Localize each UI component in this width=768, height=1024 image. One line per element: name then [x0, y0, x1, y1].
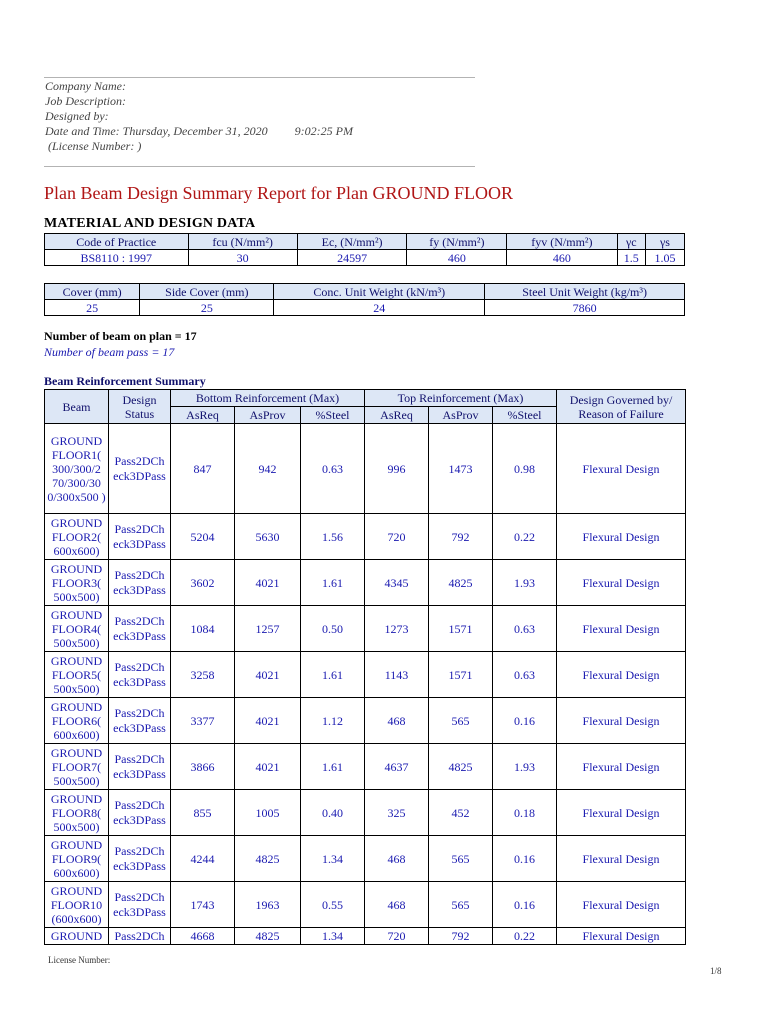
cell-governed: Flexural Design [557, 836, 686, 882]
cell-status: Pass2DCh eck3DPass [109, 560, 171, 606]
col-status: Design Status [109, 390, 171, 424]
table-row [45, 606, 686, 652]
cell-t-asreq: 1143 [365, 652, 429, 698]
cell-t-asprov: 4825 [429, 560, 493, 606]
cell-b-asreq: 1743 [171, 882, 235, 928]
cover-header-0: Cover (mm) [45, 284, 140, 300]
cell-status: Pass2DCh eck3DPass [109, 606, 171, 652]
material-header-4: fyv (N/mm²) [507, 234, 617, 250]
cell-b-steel: 1.61 [301, 652, 365, 698]
cell-b-steel: 1.12 [301, 698, 365, 744]
cell-beam: GROUND FLOOR7( 500x500) [45, 744, 109, 790]
cell-b-asprov: 4021 [235, 560, 301, 606]
cell-t-asreq: 720 [365, 928, 429, 945]
cell-b-asprov: 1005 [235, 790, 301, 836]
cell-t-steel: 0.16 [493, 836, 557, 882]
company-name: Company Name: [45, 79, 126, 93]
cover-table [44, 283, 685, 316]
cell-b-steel: 1.34 [301, 928, 365, 945]
cell-b-steel: 1.61 [301, 744, 365, 790]
cell-status: Pass2DCh eck3DPass [109, 514, 171, 560]
col-governed: Design Governed by/ Reason of Failure [557, 390, 686, 424]
cell-b-asreq: 4668 [171, 928, 235, 945]
cell-b-asprov: 4825 [235, 928, 301, 945]
table-row [45, 928, 686, 945]
cell-beam: GROUND FLOOR1( 300/300/2 70/300/30 0/300x500 ) [45, 424, 109, 514]
cell-t-steel: 0.98 [493, 424, 557, 514]
cover-cell-0: 25 [45, 300, 140, 316]
cell-b-asreq: 5204 [171, 514, 235, 560]
table-row [45, 560, 686, 606]
cell-b-steel: 1.56 [301, 514, 365, 560]
cell-b-asprov: 942 [235, 424, 301, 514]
cell-t-asreq: 1273 [365, 606, 429, 652]
cell-t-steel: 0.16 [493, 882, 557, 928]
cell-t-steel: 0.63 [493, 652, 557, 698]
cover-cell-2: 24 [274, 300, 485, 316]
cell-t-asprov: 565 [429, 882, 493, 928]
cell-beam: GROUND FLOOR2( 600x600) [45, 514, 109, 560]
cell-beam: GROUND FLOOR4( 500x500) [45, 606, 109, 652]
cell-t-steel: 0.16 [493, 698, 557, 744]
license-number: (License Number: ) [45, 139, 142, 153]
material-cell-0: BS8110 : 1997 [45, 250, 189, 266]
cell-t-steel: 0.22 [493, 928, 557, 945]
cell-beam: GROUND FLOOR6( 600x600) [45, 698, 109, 744]
cover-header-row [45, 284, 685, 300]
cell-t-asprov: 1473 [429, 424, 493, 514]
table-row [45, 744, 686, 790]
cell-beam: GROUND FLOOR9( 600x600) [45, 836, 109, 882]
cell-b-asprov: 1257 [235, 606, 301, 652]
material-data-row [45, 250, 685, 266]
col-bottom-group: Bottom Reinforcement (Max) [171, 390, 365, 407]
cell-b-asreq: 4244 [171, 836, 235, 882]
cell-status: Pass2DCh eck3DPass [109, 424, 171, 514]
beam-summary-table [44, 389, 686, 945]
col-top-steel: %Steel [493, 407, 557, 424]
cell-t-asprov: 792 [429, 928, 493, 945]
cell-governed: Flexural Design [557, 928, 686, 945]
table-row [45, 514, 686, 560]
cell-b-steel: 1.61 [301, 560, 365, 606]
cell-b-steel: 0.50 [301, 606, 365, 652]
cell-t-steel: 0.18 [493, 790, 557, 836]
cell-beam: GROUND FLOOR3( 500x500) [45, 560, 109, 606]
cell-b-asreq: 855 [171, 790, 235, 836]
cell-status: Pass2DCh eck3DPass [109, 698, 171, 744]
cell-t-asprov: 565 [429, 698, 493, 744]
cell-b-asreq: 847 [171, 424, 235, 514]
cell-b-steel: 1.34 [301, 836, 365, 882]
cover-cell-1: 25 [140, 300, 274, 316]
cell-b-asreq: 1084 [171, 606, 235, 652]
cell-t-asreq: 468 [365, 836, 429, 882]
material-cell-2: 24597 [297, 250, 407, 266]
cell-t-steel: 0.22 [493, 514, 557, 560]
header-bottom-rule [44, 166, 475, 167]
material-cell-6: 1.05 [645, 250, 684, 266]
cell-governed: Flexural Design [557, 790, 686, 836]
cell-b-asprov: 5630 [235, 514, 301, 560]
cell-t-asprov: 1571 [429, 652, 493, 698]
cell-b-steel: 0.63 [301, 424, 365, 514]
cell-governed: Flexural Design [557, 514, 686, 560]
col-bottom-asprov: AsProv [235, 407, 301, 424]
material-header-5: γc [617, 234, 645, 250]
material-cell-3: 460 [407, 250, 507, 266]
table-row [45, 424, 686, 514]
cell-governed: Flexural Design [557, 652, 686, 698]
table-row [45, 882, 686, 928]
cell-b-steel: 0.40 [301, 790, 365, 836]
col-beam: Beam [45, 390, 109, 424]
report-header [45, 79, 353, 154]
cell-t-asreq: 996 [365, 424, 429, 514]
beam-count: Number of beam on plan = 17 [44, 329, 197, 343]
cell-governed: Flexural Design [557, 698, 686, 744]
col-top-asprov: AsProv [429, 407, 493, 424]
material-header-3: fy (N/mm²) [407, 234, 507, 250]
cell-b-asprov: 1963 [235, 882, 301, 928]
cell-b-asprov: 4021 [235, 652, 301, 698]
material-header-6: γs [645, 234, 684, 250]
material-header-0: Code of Practice [45, 234, 189, 250]
cell-beam: GROUND FLOOR5( 500x500) [45, 652, 109, 698]
report-title: Plan Beam Design Summary Report for Plan GROUND FLOOR [44, 183, 513, 203]
beam-pass-count: Number of beam pass = 17 [44, 345, 175, 359]
cell-governed: Flexural Design [557, 606, 686, 652]
cell-t-asprov: 565 [429, 836, 493, 882]
cell-b-asreq: 3602 [171, 560, 235, 606]
material-cell-5: 1.5 [617, 250, 645, 266]
cell-t-asreq: 325 [365, 790, 429, 836]
job-description: Job Description: [45, 94, 126, 108]
section-title: MATERIAL AND DESIGN DATA [44, 216, 256, 231]
summary-body [45, 424, 686, 945]
cell-governed: Flexural Design [557, 560, 686, 606]
cell-b-asreq: 3258 [171, 652, 235, 698]
col-bottom-asreq: AsReq [171, 407, 235, 424]
cell-t-steel: 0.63 [493, 606, 557, 652]
cell-governed: Flexural Design [557, 744, 686, 790]
cell-t-asprov: 4825 [429, 744, 493, 790]
material-header-2: Ec, (N/mm²) [297, 234, 407, 250]
table-row [45, 790, 686, 836]
cover-header-3: Steel Unit Weight (kg/m³) [485, 284, 685, 300]
cell-beam: GROUND [45, 928, 109, 945]
cell-t-asreq: 720 [365, 514, 429, 560]
cell-b-asprov: 4021 [235, 698, 301, 744]
material-table [44, 233, 685, 266]
material-cell-4: 460 [507, 250, 617, 266]
cover-header-1: Side Cover (mm) [140, 284, 274, 300]
summary-title: Beam Reinforcement Summary [44, 374, 206, 388]
cell-status: Pass2DCh eck3DPass [109, 744, 171, 790]
cell-t-asreq: 468 [365, 882, 429, 928]
cover-header-2: Conc. Unit Weight (kN/m³) [274, 284, 485, 300]
cell-t-asprov: 1571 [429, 606, 493, 652]
cell-b-asreq: 3377 [171, 698, 235, 744]
material-header-1: fcu (N/mm²) [188, 234, 297, 250]
cell-status: Pass2DCh eck3DPass [109, 882, 171, 928]
cell-status: Pass2DCh eck3DPass [109, 790, 171, 836]
cell-beam: GROUND FLOOR10 (600x600) [45, 882, 109, 928]
cell-status: Pass2DCh [109, 928, 171, 945]
cell-t-asreq: 4637 [365, 744, 429, 790]
cell-t-asprov: 792 [429, 514, 493, 560]
col-top-asreq: AsReq [365, 407, 429, 424]
material-header-row [45, 234, 685, 250]
col-top-group: Top Reinforcement (Max) [365, 390, 557, 407]
cell-b-asprov: 4825 [235, 836, 301, 882]
cell-b-steel: 0.55 [301, 882, 365, 928]
cover-cell-3: 7860 [485, 300, 685, 316]
cell-b-asprov: 4021 [235, 744, 301, 790]
cell-status: Pass2DCh eck3DPass [109, 652, 171, 698]
table-row [45, 652, 686, 698]
cover-data-row [45, 300, 685, 316]
header-top-rule [44, 77, 475, 78]
material-cell-1: 30 [188, 250, 297, 266]
footer-license: License Number: [48, 955, 111, 965]
cell-status: Pass2DCh eck3DPass [109, 836, 171, 882]
cell-b-asreq: 3866 [171, 744, 235, 790]
table-row [45, 836, 686, 882]
summary-header-row [45, 390, 686, 407]
page-number: 1/8 [710, 966, 722, 976]
cell-governed: Flexural Design [557, 882, 686, 928]
cell-t-steel: 1.93 [493, 560, 557, 606]
designed-by: Designed by: [45, 109, 109, 123]
cell-governed: Flexural Design [557, 424, 686, 514]
col-bottom-steel: %Steel [301, 407, 365, 424]
date-time: Date and Time: Thursday, December 31, 2020 9:02:25 PM [45, 124, 353, 138]
cell-t-asreq: 468 [365, 698, 429, 744]
cell-t-steel: 1.93 [493, 744, 557, 790]
cell-beam: GROUND FLOOR8( 500x500) [45, 790, 109, 836]
cell-t-asreq: 4345 [365, 560, 429, 606]
table-row [45, 698, 686, 744]
cell-t-asprov: 452 [429, 790, 493, 836]
